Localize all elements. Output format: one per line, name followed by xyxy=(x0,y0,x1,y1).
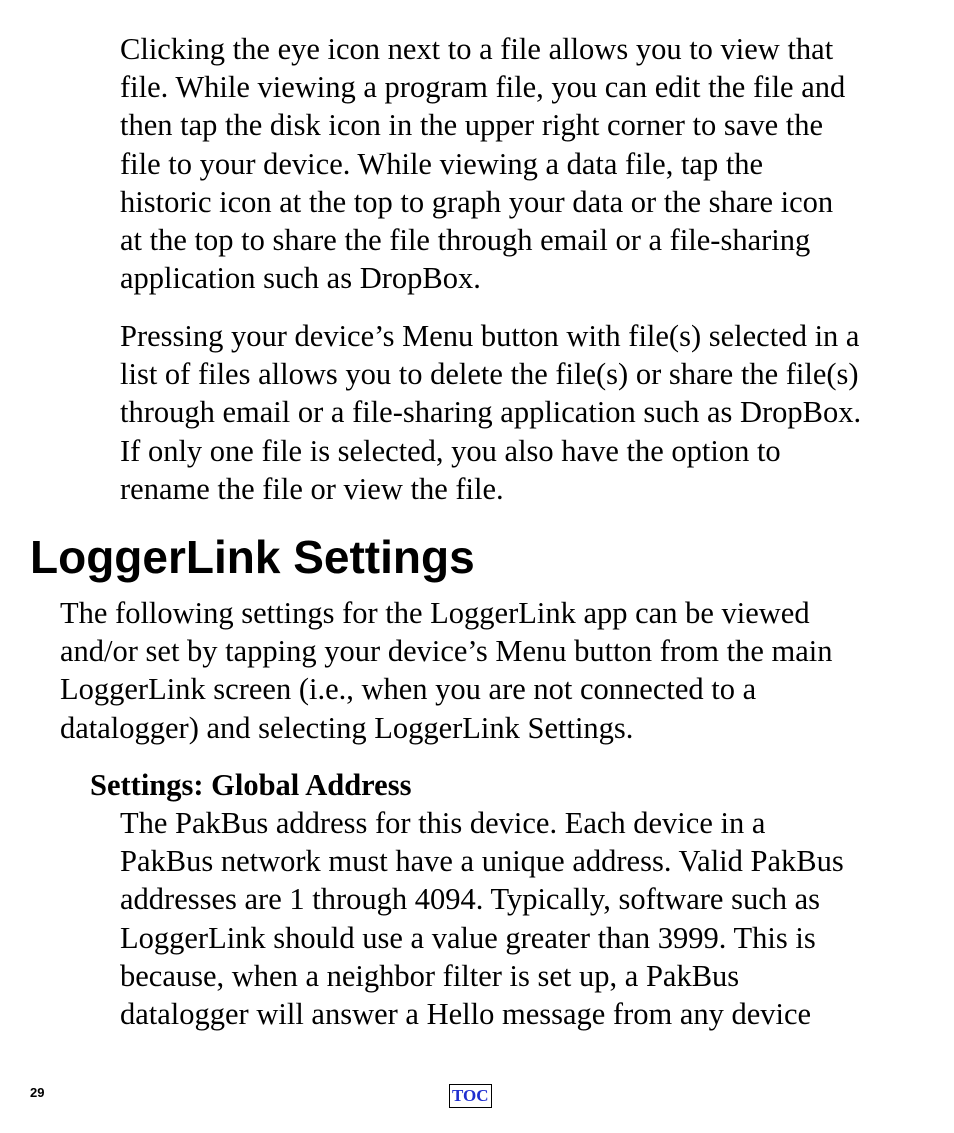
text-line: file. While viewing a program file, you can edit the file and xyxy=(120,70,846,105)
text-line: Clicking the eye icon next to a file allows you to view that xyxy=(120,32,834,66)
menu-button-paragraph xyxy=(120,317,861,508)
text-line: because, when a neighbor filter is set up, a PakBus xyxy=(120,958,740,993)
global-address-paragraph xyxy=(120,804,844,1033)
text-line: LoggerLink screen (i.e., when you are not connected to a xyxy=(60,672,757,707)
text-line: at the top to share the file through email or a file-sharing xyxy=(120,223,811,258)
section-heading: LoggerLink Settings xyxy=(30,531,475,583)
text-line: file to your device. While viewing a data file, tap the xyxy=(120,146,764,181)
text-line: datalogger will answer a Hello message from any device xyxy=(120,997,812,1032)
text-line: application such as DropBox. xyxy=(120,261,481,296)
text-line: Pressing your device’s Menu button with file(s) selected in a xyxy=(120,319,860,353)
settings-intro-paragraph xyxy=(60,594,833,747)
text-line: datalogger) and selecting LoggerLink Settings. xyxy=(60,710,634,745)
text-line: The following settings for the LoggerLink app can be viewed xyxy=(60,596,810,630)
text-line: rename the file or view the file. xyxy=(120,471,504,506)
text-line: LoggerLink should use a value greater than 3999. This is xyxy=(120,920,816,955)
text-line: If only one file is selected, you also have the option to xyxy=(120,433,781,468)
subsection-heading: Settings: Global Address xyxy=(90,768,412,802)
text-line: then tap the disk icon in the upper right corner to save the xyxy=(120,108,823,143)
text-line: and/or set by tapping your device’s Menu button from the main xyxy=(60,634,833,669)
page-number: 29 xyxy=(30,1085,45,1100)
eye-icon-paragraph xyxy=(120,30,845,297)
toc-link[interactable]: TOC xyxy=(449,1084,492,1108)
text-line: historic icon at the top to graph your data or the share icon xyxy=(120,184,834,219)
text-line: PakBus network must have a unique address. Valid PakBus xyxy=(120,844,844,879)
text-line: list of files allows you to delete the file(s) or share the file(s) xyxy=(120,357,859,392)
text-line: The PakBus address for this device. Each device in a xyxy=(120,806,766,840)
text-line: addresses are 1 through 4094. Typically, software such as xyxy=(120,882,821,917)
text-line: through email or a file-sharing application such as DropBox. xyxy=(120,395,862,430)
